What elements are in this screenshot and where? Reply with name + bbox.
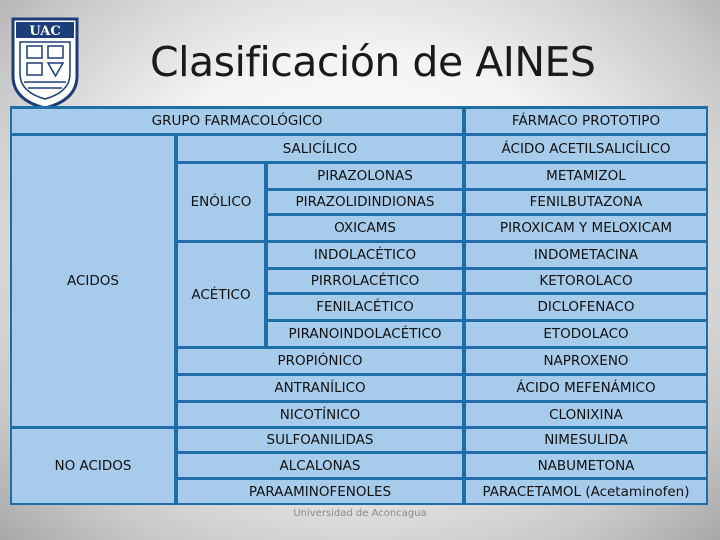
header-drug: FÁRMACO PROTOTIPO (466, 109, 706, 133)
slide-title: Clasificación de AINES (150, 38, 596, 86)
row-group: PROPIÓNICO (178, 349, 462, 373)
row-drug: NAPROXENO (466, 349, 706, 373)
acetico-label: ACÉTICO (178, 243, 264, 346)
row-drug: DICLOFENACO (466, 295, 706, 319)
row-drug: PARACETAMOL (Acetaminofen) (466, 480, 706, 503)
row-drug: ÁCIDO ACETILSALICÍLICO (466, 136, 706, 161)
row-drug: CLONIXINA (466, 403, 706, 426)
row-group: FENILACÉTICO (268, 295, 462, 319)
row-group: PIRANOINDOLACÉTICO (268, 322, 462, 346)
header-group: GRUPO FARMACOLÓGICO (12, 109, 462, 133)
row-group: OXICAMS (268, 216, 462, 240)
row-group: ALCALONAS (178, 454, 462, 477)
row-drug: KETOROLACO (466, 270, 706, 292)
row-group: PIRAZOLIDINDIONAS (268, 191, 462, 213)
row-group: SULFOANILIDAS (178, 429, 462, 451)
aines-table (10, 106, 708, 505)
row-group: INDOLACÉTICO (268, 243, 462, 267)
row-drug: ÁCIDO MEFENÁMICO (466, 376, 706, 400)
acidos-label: ACIDOS (12, 136, 174, 426)
row-drug: NABUMETONA (466, 454, 706, 477)
university-shield-logo (10, 16, 80, 110)
row-group: SALICÍLICO (178, 136, 462, 161)
no-acidos-label: NO ACIDOS (12, 429, 174, 503)
enolico-label: ENÓLICO (178, 164, 264, 240)
footer-text: Universidad de Aconcagua (293, 508, 427, 519)
row-drug: INDOMETACINA (466, 243, 706, 267)
row-drug: PIROXICAM Y MELOXICAM (466, 216, 706, 240)
row-group: PIRAZOLONAS (268, 164, 462, 188)
row-drug: NIMESULIDA (466, 429, 706, 451)
row-group: NICOTÍNICO (178, 403, 462, 426)
row-group: ANTRANÍLICO (178, 376, 462, 400)
row-group: PIRROLACÉTICO (268, 270, 462, 292)
row-drug: ETODOLACO (466, 322, 706, 346)
row-drug: METAMIZOL (466, 164, 706, 188)
row-drug: FENILBUTAZONA (466, 191, 706, 213)
logo-label: UAC (29, 24, 61, 39)
row-group: PARAAMINOFENOLES (178, 480, 462, 503)
